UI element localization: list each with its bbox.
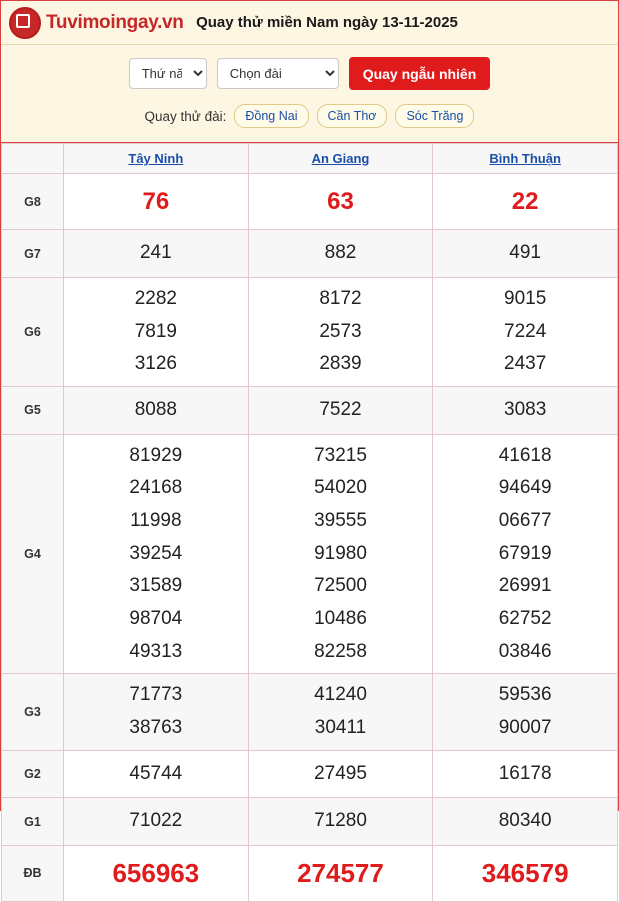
number-line: 91980	[314, 542, 367, 564]
number-line: 24168	[129, 477, 183, 499]
column-link-an-giang[interactable]: An Giang	[311, 151, 370, 166]
cell-g5-tay-ninh: 8088	[64, 386, 249, 434]
number-line: 54020	[314, 477, 367, 499]
number-line: 39555	[314, 509, 367, 531]
quick-station-row	[1, 104, 618, 128]
controls-panel	[1, 45, 618, 143]
table-row	[2, 434, 618, 674]
column-link-binh-thuan[interactable]: Bình Thuận	[489, 151, 561, 166]
table-row	[2, 230, 618, 278]
logo-tld: .vn	[157, 11, 184, 33]
number-line: 11998	[130, 509, 182, 531]
cell-g5-an-giang: 7522	[248, 386, 433, 434]
site-logo[interactable]	[9, 7, 194, 39]
logo-text	[46, 12, 184, 34]
cell-g6-tay-ninh	[64, 277, 249, 386]
number-line: 49313	[129, 640, 183, 662]
number-line: 81929	[129, 444, 183, 466]
number-line: 59536	[498, 684, 552, 706]
number-line: 03846	[498, 640, 552, 662]
quick-station-label: Quay thử đài:	[144, 108, 227, 124]
number-line: 90007	[498, 717, 552, 738]
number-line: 73215	[314, 444, 367, 466]
page-title: Quay thử miền Nam ngày 13-11-2025	[196, 14, 458, 31]
day-select[interactable]	[129, 58, 207, 89]
number-line: 2437	[504, 353, 547, 375]
cell-g1-tay-ninh: 71022	[64, 798, 249, 846]
table-row	[2, 798, 618, 846]
number-line: 98704	[129, 607, 183, 629]
chip-can-tho[interactable]: Cần Thơ	[317, 104, 388, 128]
number-line: 67919	[498, 542, 552, 564]
cell-db-binh-thuan: 346579	[433, 846, 618, 902]
cell-g4-binh-thuan	[433, 434, 618, 674]
logo-icon	[9, 7, 41, 39]
cell-g1-an-giang: 71280	[248, 798, 433, 846]
number-line: 30411	[314, 717, 367, 738]
row-label-g4: G4	[2, 434, 64, 674]
cell-g7-binh-thuan: 491	[433, 230, 618, 278]
row-label-db: ĐB	[2, 846, 64, 902]
row-label-g5: G5	[2, 386, 64, 434]
table-row	[2, 174, 618, 230]
cell-g1-binh-thuan: 80340	[433, 798, 618, 846]
number-line: 2573	[319, 320, 362, 342]
table-row	[2, 386, 618, 434]
control-row-primary	[1, 57, 618, 90]
number-line: 31589	[129, 575, 183, 597]
cell-g2-tay-ninh: 45744	[64, 750, 249, 798]
row-label-g6: G6	[2, 277, 64, 386]
cell-g6-binh-thuan	[433, 277, 618, 386]
number-line: 9015	[504, 287, 547, 309]
row-label-g1: G1	[2, 798, 64, 846]
number-line: 26991	[498, 575, 552, 597]
number-line: 39254	[129, 542, 183, 564]
chip-dong-nai[interactable]: Đồng Nai	[234, 104, 308, 128]
row-label-g3: G3	[2, 674, 64, 750]
table-header-row	[2, 144, 618, 174]
cell-g2-an-giang: 27495	[248, 750, 433, 798]
number-line: 2282	[134, 287, 177, 309]
column-header-an-giang[interactable]	[248, 144, 433, 174]
number-line: 41240	[314, 684, 367, 706]
column-link-tay-ninh[interactable]: Tây Ninh	[128, 151, 184, 166]
station-select[interactable]	[217, 58, 339, 89]
table-row	[2, 277, 618, 386]
number-line: 94649	[498, 477, 552, 499]
cell-g4-tay-ninh	[64, 434, 249, 674]
row-label-g2: G2	[2, 750, 64, 798]
number-line: 72500	[314, 575, 367, 597]
column-header-binh-thuan[interactable]	[433, 144, 618, 174]
number-line: 7819	[134, 320, 177, 342]
site-header	[1, 1, 618, 45]
cell-g7-an-giang: 882	[248, 230, 433, 278]
table-row	[2, 846, 618, 902]
spin-random-button[interactable]: Quay ngẫu nhiên	[349, 57, 491, 90]
cell-g3-an-giang	[248, 674, 433, 750]
number-line: 3126	[134, 353, 177, 375]
number-line: 71773	[129, 684, 183, 706]
cell-g8-binh-thuan: 22	[433, 174, 618, 230]
cell-g5-binh-thuan: 3083	[433, 386, 618, 434]
row-label-g7: G7	[2, 230, 64, 278]
number-line: 8172	[319, 287, 362, 309]
cell-g6-an-giang	[248, 277, 433, 386]
number-line: 7224	[504, 320, 547, 342]
number-line: 06677	[498, 509, 552, 531]
cell-g2-binh-thuan: 16178	[433, 750, 618, 798]
number-line: 10486	[314, 607, 367, 629]
chip-soc-trang[interactable]: Sóc Trăng	[395, 104, 474, 128]
column-header-tay-ninh[interactable]	[64, 144, 249, 174]
cell-g4-an-giang	[248, 434, 433, 674]
cell-db-an-giang: 274577	[248, 846, 433, 902]
cell-g8-an-giang: 63	[248, 174, 433, 230]
results-table	[1, 143, 618, 902]
cell-g3-tay-ninh	[64, 674, 249, 750]
column-header-blank	[2, 144, 64, 174]
table-row	[2, 674, 618, 750]
table-row	[2, 750, 618, 798]
number-line: 82258	[314, 640, 367, 662]
number-line: 62752	[498, 607, 552, 629]
cell-g7-tay-ninh: 241	[64, 230, 249, 278]
number-line: 41618	[498, 444, 552, 466]
number-line: 38763	[129, 717, 183, 738]
row-label-g8: G8	[2, 174, 64, 230]
cell-g3-binh-thuan	[433, 674, 618, 750]
number-line: 2839	[319, 353, 362, 375]
logo-name: Tuvimoingay	[46, 11, 158, 33]
cell-db-tay-ninh: 656963	[64, 846, 249, 902]
cell-g8-tay-ninh: 76	[64, 174, 249, 230]
